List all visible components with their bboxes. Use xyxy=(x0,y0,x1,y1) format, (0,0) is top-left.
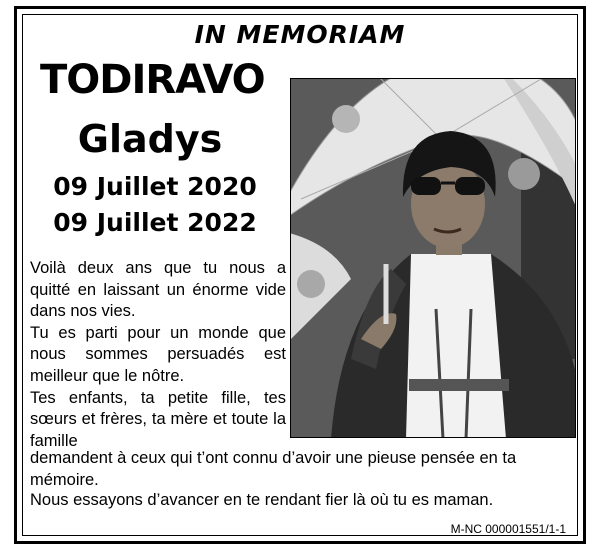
portrait-photo xyxy=(290,78,576,438)
message-line: Tes enfants, ta petite fille, tes sœurs et frères, ta mère et toute la famille xyxy=(30,388,286,450)
date-anniversary: 09 Juillet 2022 xyxy=(53,208,257,237)
message-line: Tu es parti pour un monde que nous sommes persuadés est meilleur que le nôtre. xyxy=(30,323,286,385)
surname: TODIRAVO xyxy=(40,57,265,103)
date-death: 09 Juillet 2020 xyxy=(53,172,257,201)
first-name: Gladys xyxy=(77,117,223,161)
portrait-illustration xyxy=(291,79,576,438)
reference-number: M-NC 000001551/1-1 xyxy=(450,522,566,536)
closing-line: Nous essayons d’avancer en te rendant fier là où tu es maman. xyxy=(30,491,494,509)
headline: IN MEMORIAM xyxy=(194,20,406,49)
message-paragraph xyxy=(30,258,286,452)
message-line: Voilà deux ans que tu nous a quitté en laissant un énorme vide dans nos vies. xyxy=(30,259,286,321)
message-continuation: demandent à ceux qui t’ont connu d’avoir une pieuse pensée en ta mémoire. xyxy=(30,449,517,489)
